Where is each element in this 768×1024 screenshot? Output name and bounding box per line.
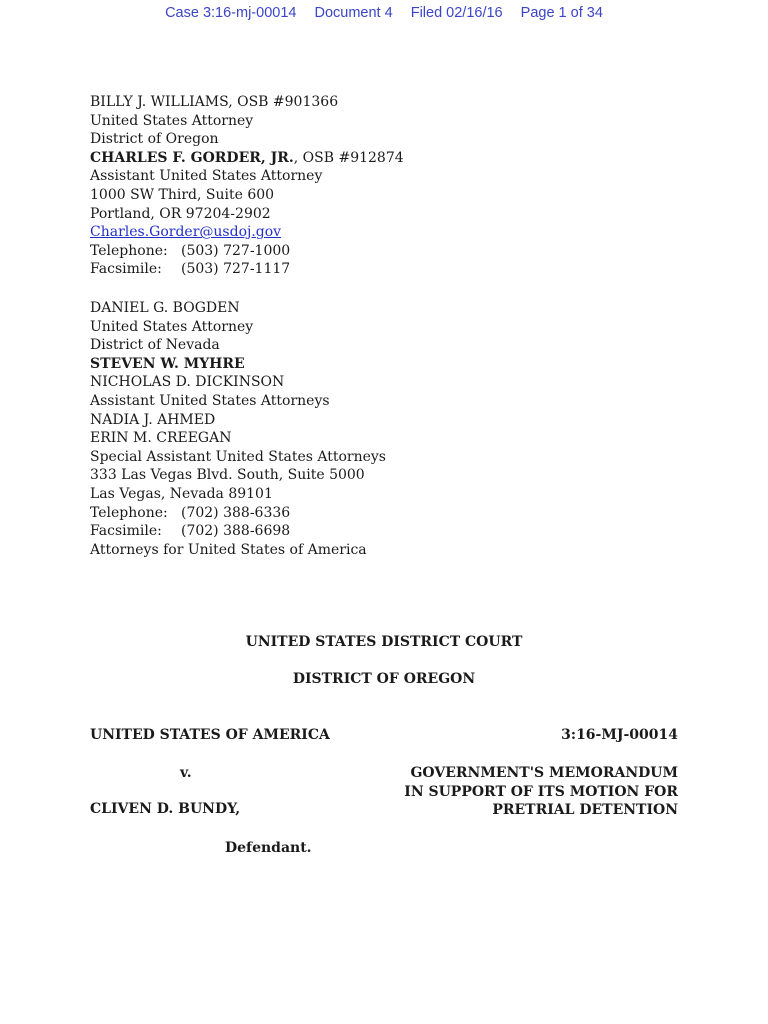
address-line-1: 333 Las Vegas Blvd. South, Suite 5000 (90, 467, 365, 484)
facsimile-label: Facsimile: (90, 523, 162, 540)
defendant-label: Defendant. (225, 840, 312, 856)
telephone-line (90, 504, 386, 523)
assistant-attorney-line (90, 149, 404, 168)
special-assistant-name: NADIA J. AHMED (90, 411, 216, 428)
document-title-line-3: PRETRIAL DETENTION (492, 802, 678, 819)
assistant-attorney-name: STEVEN W. MYHRE (90, 355, 245, 372)
email-link[interactable]: Charles.Gorder@usdoj.gov (90, 224, 282, 241)
ecf-header-stamp (0, 5, 768, 21)
plaintiff-name: UNITED STATES OF AMERICA (90, 727, 330, 743)
assistant-attorneys-title: Assistant United States Attorneys (90, 392, 330, 409)
telephone-number: (503) 727-1000 (181, 242, 291, 259)
document-title-line-1: GOVERNMENT'S MEMORANDUM (410, 765, 678, 781)
facsimile-line (90, 522, 386, 541)
case-number-stamp: Case 3:16-mj-00014 (165, 5, 297, 21)
facsimile-line (90, 260, 404, 279)
attorneys-for-line: Attorneys for United States of America (90, 541, 367, 558)
address-line-1: 1000 SW Third, Suite 600 (90, 186, 275, 203)
document-title (404, 764, 678, 820)
case-number: 3:16-MJ-00014 (561, 727, 678, 743)
assistant-attorney-title: Assistant United States Attorney (90, 168, 323, 185)
us-attorney-name: BILLY J. WILLIAMS, OSB #901366 (90, 94, 339, 110)
special-assistant-name: ERIN M. CREEGAN (90, 430, 232, 447)
document-number-stamp: Document 4 (314, 5, 393, 21)
district-name: District of Oregon (90, 131, 219, 148)
facsimile-label: Facsimile: (90, 261, 162, 278)
facsimile-number: (702) 388-6698 (181, 523, 291, 540)
court-name: UNITED STATES DISTRICT COURT (245, 634, 523, 650)
oregon-counsel-block (90, 93, 404, 279)
district-name: District of Nevada (90, 337, 220, 354)
us-attorney-title: United States Attorney (90, 318, 254, 335)
versus-label: v. (180, 765, 192, 781)
address-line-2: Las Vegas, Nevada 89101 (90, 485, 273, 502)
defendant-name: CLIVEN D. BUNDY, (90, 801, 241, 817)
us-attorney-name: DANIEL G. BOGDEN (90, 300, 240, 316)
special-assistants-title: Special Assistant United States Attorneys (90, 448, 386, 465)
assistant-attorney-name: CHARLES F. GORDER, JR. (90, 149, 294, 166)
telephone-line (90, 242, 404, 261)
assistant-attorney-osb: , OSB #912874 (293, 149, 404, 166)
facsimile-number: (503) 727-1117 (181, 261, 291, 278)
nevada-counsel-block (90, 299, 386, 559)
us-attorney-title: United States Attorney (90, 112, 254, 129)
telephone-label: Telephone: (90, 242, 168, 259)
address-line-2: Portland, OR 97204-2902 (90, 205, 271, 222)
page-number-stamp: Page 1 of 34 (520, 5, 603, 21)
document-title-line-2: IN SUPPORT OF ITS MOTION FOR (404, 783, 678, 800)
filed-date-stamp: Filed 02/16/16 (410, 5, 503, 21)
court-district: DISTRICT OF OREGON (292, 671, 476, 687)
telephone-label: Telephone: (90, 504, 168, 521)
telephone-number: (702) 388-6336 (181, 504, 291, 521)
assistant-attorney-name: NICHOLAS D. DICKINSON (90, 374, 285, 391)
